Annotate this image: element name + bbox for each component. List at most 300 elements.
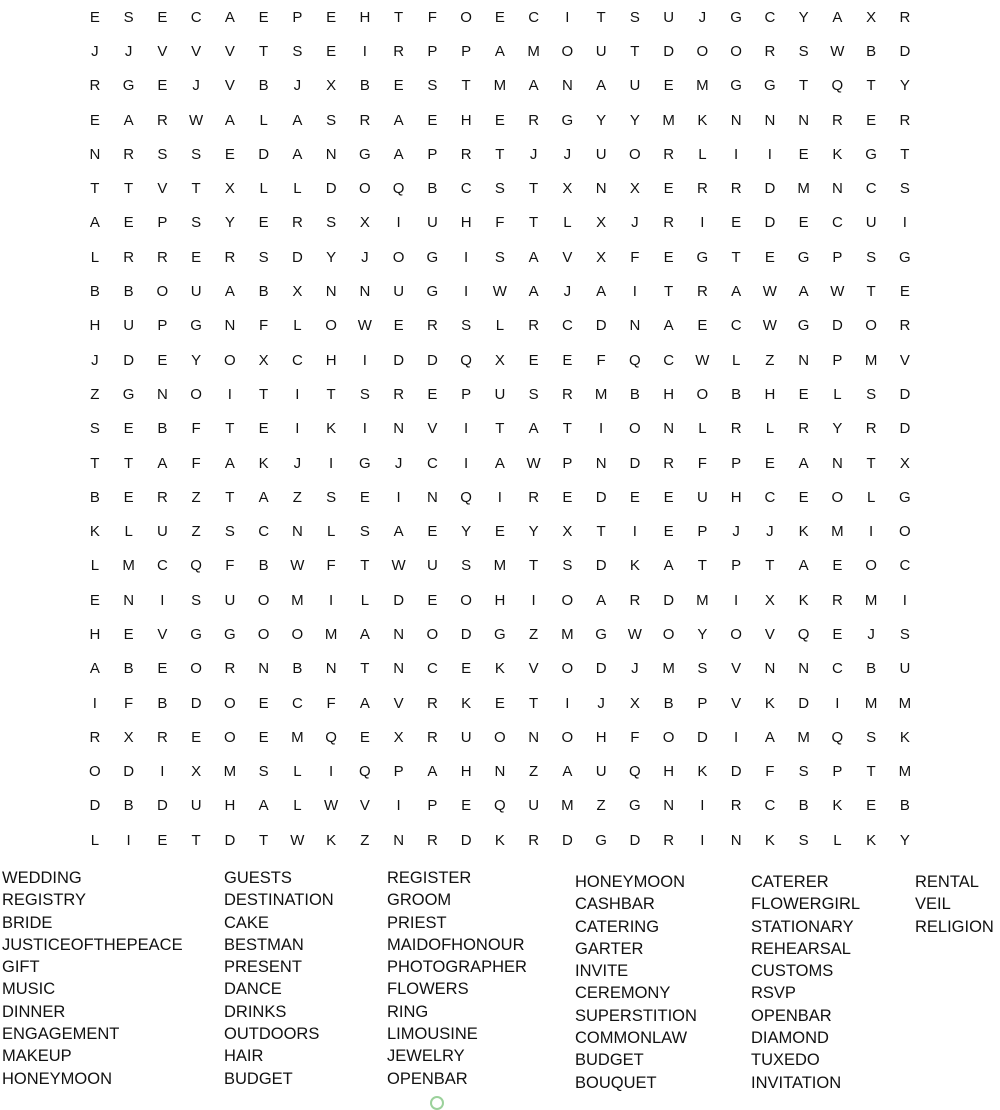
- grid-letter: D: [595, 488, 607, 506]
- grid-letter: J: [766, 523, 774, 541]
- grid-letter: M: [797, 728, 810, 746]
- grid-letter: C: [764, 488, 776, 506]
- grid-row: [78, 34, 922, 68]
- grid-letter: E: [798, 214, 809, 232]
- grid-letter: C: [426, 660, 438, 678]
- grid-letter: A: [224, 8, 235, 26]
- grid-letter: X: [596, 248, 607, 266]
- grid-letter: G: [359, 145, 371, 163]
- grid-letter: Y: [326, 248, 337, 266]
- grid-letter: I: [497, 488, 502, 506]
- grid-letter: X: [629, 694, 640, 712]
- grid-letter: B: [731, 385, 742, 403]
- word-list-item: CEREMONY: [575, 984, 671, 1003]
- grid-letter: X: [629, 180, 640, 198]
- grid-letter: S: [798, 763, 809, 781]
- grid-letter: D: [730, 763, 742, 781]
- grid-letter: S: [866, 385, 877, 403]
- grid-letter: P: [427, 42, 438, 60]
- grid-letter: F: [697, 454, 707, 472]
- grid-letter: E: [663, 523, 674, 541]
- grid-letter: B: [899, 797, 910, 815]
- grid-letter: Y: [899, 77, 910, 95]
- grid-letter: T: [495, 145, 505, 163]
- grid-letter: D: [663, 591, 675, 609]
- grid-letter: E: [798, 385, 809, 403]
- grid-letter: E: [359, 488, 370, 506]
- grid-letter: O: [730, 42, 742, 60]
- grid-letter: O: [730, 625, 742, 643]
- grid-letter: K: [326, 420, 337, 438]
- grid-letter: B: [89, 488, 100, 506]
- grid-letter: C: [764, 797, 776, 815]
- grid-letter: S: [326, 111, 337, 129]
- grid-letter: M: [527, 42, 540, 60]
- grid-letter: N: [325, 283, 337, 301]
- grid-letter: N: [831, 454, 843, 472]
- grid-letter: R: [899, 111, 911, 129]
- grid-letter: I: [295, 420, 300, 438]
- grid-letter: Y: [528, 523, 539, 541]
- grid-letter: G: [190, 317, 202, 335]
- grid-letter: Z: [90, 385, 100, 403]
- grid-letter: R: [156, 728, 168, 746]
- grid-letter: B: [866, 42, 877, 60]
- word-list-item: BUDGET: [224, 1069, 293, 1088]
- grid-letter: M: [831, 523, 844, 541]
- grid-letter: T: [461, 77, 471, 95]
- grid-letter: T: [529, 214, 539, 232]
- grid-letter: B: [663, 694, 674, 712]
- grid-letter: R: [663, 454, 675, 472]
- grid-letter: E: [258, 8, 269, 26]
- grid-letter: Z: [360, 831, 370, 849]
- grid-letter: U: [528, 797, 540, 815]
- word-list-column-1: [2, 867, 183, 1090]
- grid-letter: E: [832, 557, 843, 575]
- grid-letter: O: [359, 180, 371, 198]
- grid-letter: M: [898, 763, 912, 781]
- grid-letter: P: [461, 385, 472, 403]
- grid-letter: T: [191, 831, 201, 849]
- grid-letter: E: [494, 694, 505, 712]
- grid-letter: I: [396, 797, 401, 815]
- grid-letter: S: [629, 8, 640, 26]
- grid-letter: Y: [191, 351, 202, 369]
- grid-letter: T: [866, 77, 876, 95]
- word-list-item: CAKE: [224, 913, 269, 932]
- grid-letter: S: [191, 214, 202, 232]
- grid-letter: K: [899, 728, 910, 746]
- grid-letter: E: [326, 42, 337, 60]
- word-list-item: INVITATION: [751, 1073, 842, 1092]
- grid-row: [78, 103, 922, 137]
- grid-letter: H: [663, 385, 675, 403]
- grid-letter: Z: [529, 763, 539, 781]
- grid-letter: E: [832, 625, 843, 643]
- grid-letter: Q: [629, 763, 641, 781]
- grid-row: [78, 823, 922, 857]
- grid-letter: D: [899, 42, 911, 60]
- grid-letter: L: [293, 797, 302, 815]
- grid-letter: N: [528, 728, 540, 746]
- grid-letter: F: [495, 214, 505, 232]
- word-list-item: JUSTICEOFTHEPEACE: [2, 935, 183, 954]
- grid-letter: N: [798, 660, 810, 678]
- grid-letter: O: [224, 694, 236, 712]
- grid-letter: Y: [461, 523, 472, 541]
- grid-letter: N: [629, 317, 641, 335]
- grid-letter: V: [393, 694, 404, 712]
- word-list-item: GROOM: [387, 891, 452, 910]
- grid-letter: S: [798, 831, 809, 849]
- grid-letter: A: [731, 283, 742, 301]
- grid-letter: T: [259, 42, 269, 60]
- grid-letter: I: [464, 454, 469, 472]
- grid-letter: D: [460, 625, 472, 643]
- grid-letter: T: [124, 180, 134, 198]
- grid-letter: M: [662, 111, 675, 129]
- grid-letter: U: [595, 145, 607, 163]
- grid-letter: T: [866, 454, 876, 472]
- grid-letter: A: [292, 111, 303, 129]
- grid-letter: J: [563, 283, 572, 301]
- grid-letter: C: [899, 557, 911, 575]
- grid-letter: W: [627, 625, 642, 643]
- grid-letter: B: [629, 385, 640, 403]
- grid-letter: C: [831, 214, 843, 232]
- grid-letter: L: [293, 317, 302, 335]
- grid-letter: S: [326, 488, 337, 506]
- grid-letter: R: [561, 385, 573, 403]
- grid-letter: A: [528, 283, 539, 301]
- grid-letter: V: [427, 420, 438, 438]
- word-list-item: FLOWERS: [387, 980, 469, 999]
- grid-letter: R: [156, 111, 168, 129]
- grid-letter: S: [461, 317, 472, 335]
- grid-letter: F: [630, 728, 640, 746]
- grid-letter: O: [460, 591, 472, 609]
- grid-letter: Y: [697, 625, 708, 643]
- grid-letter: N: [663, 420, 675, 438]
- grid-letter: A: [292, 145, 303, 163]
- grid-letter: E: [427, 591, 438, 609]
- grid-letter: J: [732, 523, 740, 541]
- grid-letter: T: [259, 385, 269, 403]
- grid-letter: L: [259, 111, 268, 129]
- grid-letter: I: [396, 214, 401, 232]
- grid-letter: Q: [460, 488, 472, 506]
- grid-letter: U: [899, 660, 911, 678]
- grid-letter: M: [898, 694, 912, 712]
- word-list-item: PRIEST: [387, 913, 447, 932]
- grid-letter: K: [798, 523, 809, 541]
- grid-row: [78, 137, 922, 171]
- grid-letter: D: [595, 317, 607, 335]
- grid-letter: I: [700, 797, 705, 815]
- grid-letter: A: [258, 488, 269, 506]
- grid-letter: S: [494, 248, 505, 266]
- grid-letter: C: [291, 694, 303, 712]
- grid-letter: T: [731, 248, 741, 266]
- grid-letter: E: [461, 797, 472, 815]
- grid-letter: H: [325, 351, 337, 369]
- grid-letter: Q: [460, 351, 472, 369]
- grid-letter: G: [899, 248, 911, 266]
- grid-letter: E: [697, 317, 708, 335]
- grid-letter: T: [225, 488, 235, 506]
- word-list-item: CASHBAR: [575, 895, 655, 914]
- word-list-item: HAIR: [224, 1047, 264, 1066]
- grid-letter: E: [191, 248, 202, 266]
- grid-letter: E: [528, 351, 539, 369]
- word-list-item: ENGAGEMENT: [2, 1025, 120, 1044]
- grid-letter: Q: [797, 625, 810, 643]
- grid-letter: Q: [392, 180, 405, 198]
- grid-letter: V: [157, 180, 168, 198]
- grid-letter: P: [157, 317, 168, 335]
- grid-letter: F: [124, 694, 134, 712]
- grid-letter: O: [561, 728, 574, 746]
- grid-letter: N: [325, 660, 337, 678]
- grid-letter: F: [225, 557, 235, 575]
- grid-letter: O: [291, 625, 304, 643]
- grid-letter: H: [595, 728, 607, 746]
- grid-letter: O: [865, 317, 877, 335]
- grid-letter: S: [899, 180, 910, 198]
- word-list-item: RENTAL: [915, 873, 979, 891]
- grid-letter: D: [831, 317, 843, 335]
- grid-letter: O: [89, 763, 101, 781]
- grid-letter: E: [393, 317, 404, 335]
- grid-letter: A: [359, 625, 370, 643]
- grid-letter: L: [731, 351, 741, 369]
- grid-letter: E: [157, 351, 168, 369]
- grid-letter: K: [258, 454, 269, 472]
- grid-letter: J: [529, 145, 538, 163]
- grid-letter: O: [257, 591, 270, 609]
- grid-letter: D: [258, 145, 270, 163]
- grid-letter: L: [259, 180, 268, 198]
- word-list-item: BESTMAN: [224, 935, 304, 954]
- grid-letter: S: [89, 420, 100, 438]
- grid-letter: N: [595, 180, 607, 198]
- grid-letter: N: [831, 180, 843, 198]
- grid-letter: P: [157, 214, 168, 232]
- grid-letter: M: [696, 77, 709, 95]
- grid-letter: E: [427, 523, 438, 541]
- grid-letter: K: [832, 145, 843, 163]
- grid-letter: R: [460, 145, 472, 163]
- grid-letter: R: [426, 317, 438, 335]
- grid-letter: W: [830, 283, 845, 301]
- grid-letter: A: [494, 454, 505, 472]
- grid-letter: O: [224, 351, 236, 369]
- grid-letter: O: [696, 42, 709, 60]
- grid-letter: E: [258, 420, 269, 438]
- grid-letter: M: [662, 660, 675, 678]
- grid-letter: S: [866, 728, 877, 746]
- grid-letter: D: [460, 831, 472, 849]
- word-list-item: TUXEDO: [751, 1051, 820, 1070]
- grid-letter: J: [631, 214, 639, 232]
- grid-letter: Q: [325, 728, 337, 746]
- grid-letter: T: [596, 8, 606, 26]
- grid-letter: B: [157, 420, 168, 438]
- grid-letter: Z: [596, 797, 606, 815]
- grid-letter: T: [225, 420, 235, 438]
- grid-letter: X: [292, 283, 303, 301]
- grid-letter: T: [866, 283, 876, 301]
- grid-letter: K: [798, 591, 809, 609]
- grid-letter: G: [899, 488, 911, 506]
- word-list-item: DANCE: [224, 980, 282, 999]
- grid-letter: I: [464, 248, 469, 266]
- grid-letter: H: [460, 111, 472, 129]
- grid-letter: H: [494, 591, 506, 609]
- word-list-item: HONEYMOON: [2, 1069, 113, 1088]
- grid-letter: B: [123, 797, 134, 815]
- grid-row: [78, 377, 922, 411]
- grid-row: [78, 686, 922, 720]
- word-list-item: MUSIC: [2, 980, 56, 999]
- grid-letter: I: [160, 763, 165, 781]
- grid-letter: V: [731, 694, 742, 712]
- grid-letter: S: [562, 557, 573, 575]
- grid-letter: G: [359, 454, 371, 472]
- grid-letter: E: [123, 488, 134, 506]
- grid-letter: A: [528, 420, 539, 438]
- grid-letter: O: [561, 42, 574, 60]
- grid-letter: T: [326, 385, 336, 403]
- grid-letter: C: [426, 454, 438, 472]
- grid-row: [78, 755, 922, 789]
- word-list-column-6: [915, 871, 994, 938]
- grid-letter: U: [494, 385, 506, 403]
- grid-letter: F: [596, 351, 606, 369]
- grid-letter: G: [224, 625, 236, 643]
- grid-letter: E: [258, 214, 269, 232]
- grid-letter: C: [460, 180, 472, 198]
- word-list-item: WEDDING: [2, 869, 82, 887]
- grid-letter: G: [561, 111, 574, 129]
- grid-letter: I: [126, 831, 131, 849]
- grid-letter: B: [258, 557, 269, 575]
- grid-letter: O: [629, 420, 641, 438]
- grid-letter: L: [360, 591, 370, 609]
- grid-letter: A: [89, 660, 100, 678]
- grid-letter: I: [329, 454, 334, 472]
- grid-letter: D: [426, 351, 438, 369]
- grid-letter: Q: [831, 77, 844, 95]
- grid-letter: O: [325, 317, 337, 335]
- grid-letter: S: [359, 385, 370, 403]
- word-list-item: RING: [387, 1002, 429, 1021]
- grid-row: [78, 652, 922, 686]
- grid-letter: B: [359, 77, 370, 95]
- grid-letter: I: [565, 8, 570, 26]
- word-list-item: OUTDOORS: [224, 1025, 320, 1044]
- grid-letter: R: [156, 248, 168, 266]
- grid-letter: I: [227, 385, 232, 403]
- grid-letter: M: [864, 591, 878, 609]
- grid-letter: R: [89, 77, 101, 95]
- grid-letter: G: [764, 77, 776, 95]
- grid-letter: D: [393, 351, 405, 369]
- grid-letter: U: [426, 214, 438, 232]
- grid-letter: Y: [899, 831, 910, 849]
- grid-letter: E: [157, 660, 168, 678]
- grid-letter: S: [191, 591, 202, 609]
- grid-letter: L: [563, 214, 572, 232]
- grid-letter: R: [899, 8, 911, 26]
- grid-letter: S: [528, 385, 539, 403]
- grid-row: [78, 0, 922, 34]
- grid-row: [78, 412, 922, 446]
- grid-letter: A: [562, 763, 573, 781]
- grid-letter: L: [698, 145, 707, 163]
- grid-letter: W: [830, 42, 845, 60]
- grid-letter: E: [359, 728, 370, 746]
- grid-letter: J: [631, 660, 639, 678]
- grid-row: [78, 69, 922, 103]
- grid-letter: A: [798, 283, 809, 301]
- grid-letter: N: [595, 454, 607, 472]
- grid-letter: E: [427, 111, 438, 129]
- grid-letter: E: [866, 111, 877, 129]
- grid-letter: T: [191, 180, 201, 198]
- grid-letter: H: [730, 488, 742, 506]
- word-list-item: GUESTS: [224, 869, 292, 887]
- grid-letter: G: [865, 145, 877, 163]
- grid-letter: B: [866, 660, 877, 678]
- grid-letter: A: [596, 77, 607, 95]
- grid-letter: R: [730, 797, 742, 815]
- grid-letter: E: [629, 488, 640, 506]
- grid-letter: B: [258, 283, 269, 301]
- grid-letter: B: [89, 283, 100, 301]
- grid-letter: A: [764, 728, 775, 746]
- grid-letter: I: [565, 694, 570, 712]
- grid-letter: D: [798, 694, 810, 712]
- grid-letter: U: [595, 763, 607, 781]
- grid-letter: T: [596, 523, 606, 541]
- grid-letter: S: [494, 180, 505, 198]
- grid-letter: D: [899, 420, 911, 438]
- grid-letter: R: [426, 728, 438, 746]
- grid-letter: T: [259, 831, 269, 849]
- grid-letter: K: [326, 831, 337, 849]
- grid-letter: I: [531, 591, 536, 609]
- word-list-item: GARTER: [575, 939, 644, 958]
- grid-letter: W: [290, 831, 305, 849]
- grid-letter: E: [494, 8, 505, 26]
- grid-letter: W: [762, 283, 777, 301]
- grid-letter: T: [90, 454, 100, 472]
- grid-letter: C: [561, 317, 573, 335]
- grid-row: [78, 583, 922, 617]
- grid-letter: U: [865, 214, 877, 232]
- grid-letter: U: [123, 317, 135, 335]
- grid-letter: M: [864, 351, 878, 369]
- grid-letter: U: [224, 591, 236, 609]
- grid-letter: V: [359, 797, 370, 815]
- grid-letter: D: [156, 797, 168, 815]
- grid-letter: E: [731, 214, 742, 232]
- grid-letter: E: [89, 111, 100, 129]
- grid-row: [78, 309, 922, 343]
- grid-letter: O: [831, 488, 844, 506]
